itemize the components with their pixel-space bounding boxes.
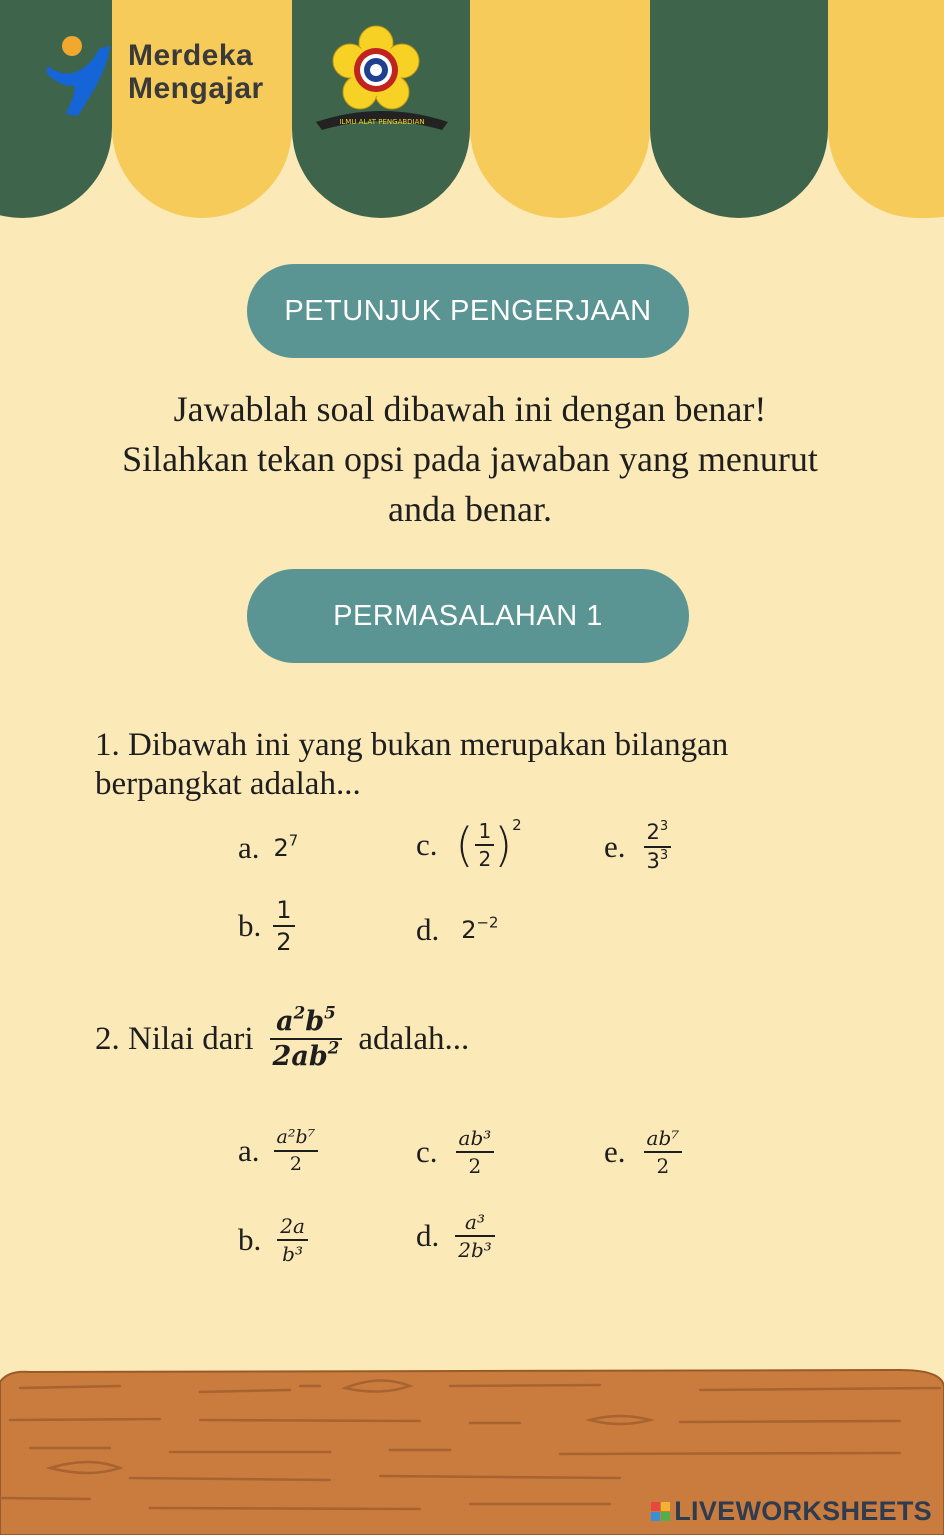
fraction-bar [277, 1239, 308, 1241]
option-letter: b. [238, 1222, 262, 1257]
question-1-line-2: berpangkat adalah... [95, 766, 361, 802]
question-2-text [95, 1002, 470, 1072]
q1-option-d[interactable] [416, 912, 498, 948]
merdeka-mengajar-wordmark [128, 39, 264, 105]
liveworksheets-watermark [651, 1496, 932, 1527]
math-base: 2 [646, 820, 660, 844]
question-2-expression [270, 1002, 343, 1072]
fraction-denominator: b³ [282, 1242, 303, 1266]
fraction-numerator: a²b⁷ [276, 1126, 316, 1148]
q1-option-b[interactable] [238, 898, 295, 954]
option-fraction [455, 1212, 495, 1260]
university-motto: ILMU ALAT PENGABDIAN [339, 118, 425, 126]
option-math [461, 913, 499, 944]
left-paren: ( [455, 818, 474, 872]
option-math [456, 818, 522, 872]
fraction-numerator: 1 [276, 896, 292, 924]
instructions-text [60, 384, 880, 534]
question-2-prefix: 2. Nilai dari [95, 1020, 254, 1057]
option-fraction [644, 818, 672, 873]
fraction-bar [475, 844, 494, 846]
fraction-denominator: 2 [289, 1153, 302, 1175]
problem-heading-label: PERMASALAHAN 1 [333, 599, 603, 632]
fraction-numerator [273, 1002, 339, 1037]
instructions-heading [247, 264, 689, 358]
university-emblem-logo [312, 22, 452, 134]
fraction-numerator: 2a [280, 1214, 305, 1238]
option-letter: d. [416, 912, 440, 947]
fraction-denominator: 2 [656, 1154, 670, 1178]
math-base: 3 [646, 849, 660, 873]
option-fraction [273, 898, 294, 954]
math-exponent: 3 [659, 818, 669, 834]
q2-option-c[interactable] [416, 1128, 494, 1176]
option-letter: d. [416, 1218, 440, 1253]
q2-option-e[interactable] [604, 1128, 682, 1176]
fraction-bar [456, 1151, 495, 1153]
option-fraction [456, 1128, 495, 1176]
math-exponent: 5 [324, 1002, 336, 1023]
q2-option-d[interactable] [416, 1212, 495, 1260]
fraction-numerator: a³ [465, 1210, 485, 1234]
fraction-denominator: 2b³ [458, 1238, 492, 1262]
math-base: 2 [273, 834, 289, 862]
fraction-numerator: 1 [478, 819, 492, 843]
math-base: a [276, 1006, 294, 1037]
q1-option-e[interactable] [604, 818, 671, 873]
option-letter: a. [238, 1133, 260, 1168]
fraction-denominator: 2 [478, 847, 492, 871]
fraction-numerator: ab³ [458, 1126, 492, 1150]
option-letter: b. [238, 908, 262, 943]
merdeka-mengajar-logo [44, 26, 294, 126]
option-letter: e. [604, 829, 626, 864]
option-letter: c. [416, 827, 438, 862]
awning-stripe [470, 0, 650, 218]
fraction-numerator: ab⁷ [646, 1126, 680, 1150]
instructions-line-1: Jawablah soal dibawah ini dengan benar! [173, 389, 767, 429]
fraction-denominator: 2 [276, 928, 292, 956]
fraction-denominator: 2 [468, 1154, 482, 1178]
math-exponent: −2 [476, 913, 499, 932]
option-letter: a. [238, 830, 260, 865]
fraction-bar [273, 925, 294, 927]
question-2-suffix: adalah... [358, 1020, 470, 1057]
math-base: 2 [461, 916, 477, 944]
option-letter: e. [604, 1134, 626, 1169]
math-exponent: 2 [512, 816, 522, 834]
merdeka-figure-icon [44, 26, 116, 122]
fraction-bar [274, 1150, 319, 1152]
fraction-bar [644, 1151, 683, 1153]
fraction-denominator [644, 847, 672, 873]
awning-stripe [828, 0, 944, 218]
watermark-label: LIVEWORKSHEETS [674, 1496, 932, 1526]
awning-stripe [650, 0, 828, 218]
instructions-line-3: anda benar. [388, 489, 552, 529]
right-paren: ) [494, 818, 513, 872]
option-fraction [644, 1128, 683, 1176]
fraction-bar [455, 1235, 495, 1237]
problem-heading [247, 569, 689, 663]
instructions-heading-label: PETUNJUK PENGERJAAN [284, 294, 652, 327]
q2-option-b[interactable] [238, 1216, 308, 1264]
option-fraction [274, 1128, 319, 1174]
option-math [273, 831, 299, 862]
option-letter: c. [416, 1134, 438, 1169]
option-fraction [277, 1216, 308, 1264]
option-fraction [475, 821, 494, 869]
q1-option-c[interactable] [416, 818, 522, 872]
liveworksheets-logo-icon [651, 1502, 670, 1521]
question-1-line-1: 1. Dibawah ini yang bukan merupakan bilangan [95, 727, 729, 763]
math-exponent: 7 [288, 831, 299, 850]
q2-option-a[interactable] [238, 1128, 318, 1174]
q1-option-a[interactable] [238, 830, 298, 866]
instructions-line-2: Silahkan tekan opsi pada jawaban yang menurut [122, 439, 818, 479]
fraction-numerator [644, 818, 672, 844]
math-exponent: 2 [293, 1002, 306, 1023]
brand-line-2: Mengajar [128, 72, 264, 105]
fraction-denominator [270, 1037, 343, 1072]
math-base: b [305, 1006, 325, 1037]
brand-line-1: Merdeka [128, 39, 254, 72]
question-1-text [95, 726, 855, 804]
math-exponent: 3 [659, 847, 669, 863]
math-base: 2ab [272, 1041, 328, 1072]
math-exponent: 2 [327, 1037, 340, 1058]
